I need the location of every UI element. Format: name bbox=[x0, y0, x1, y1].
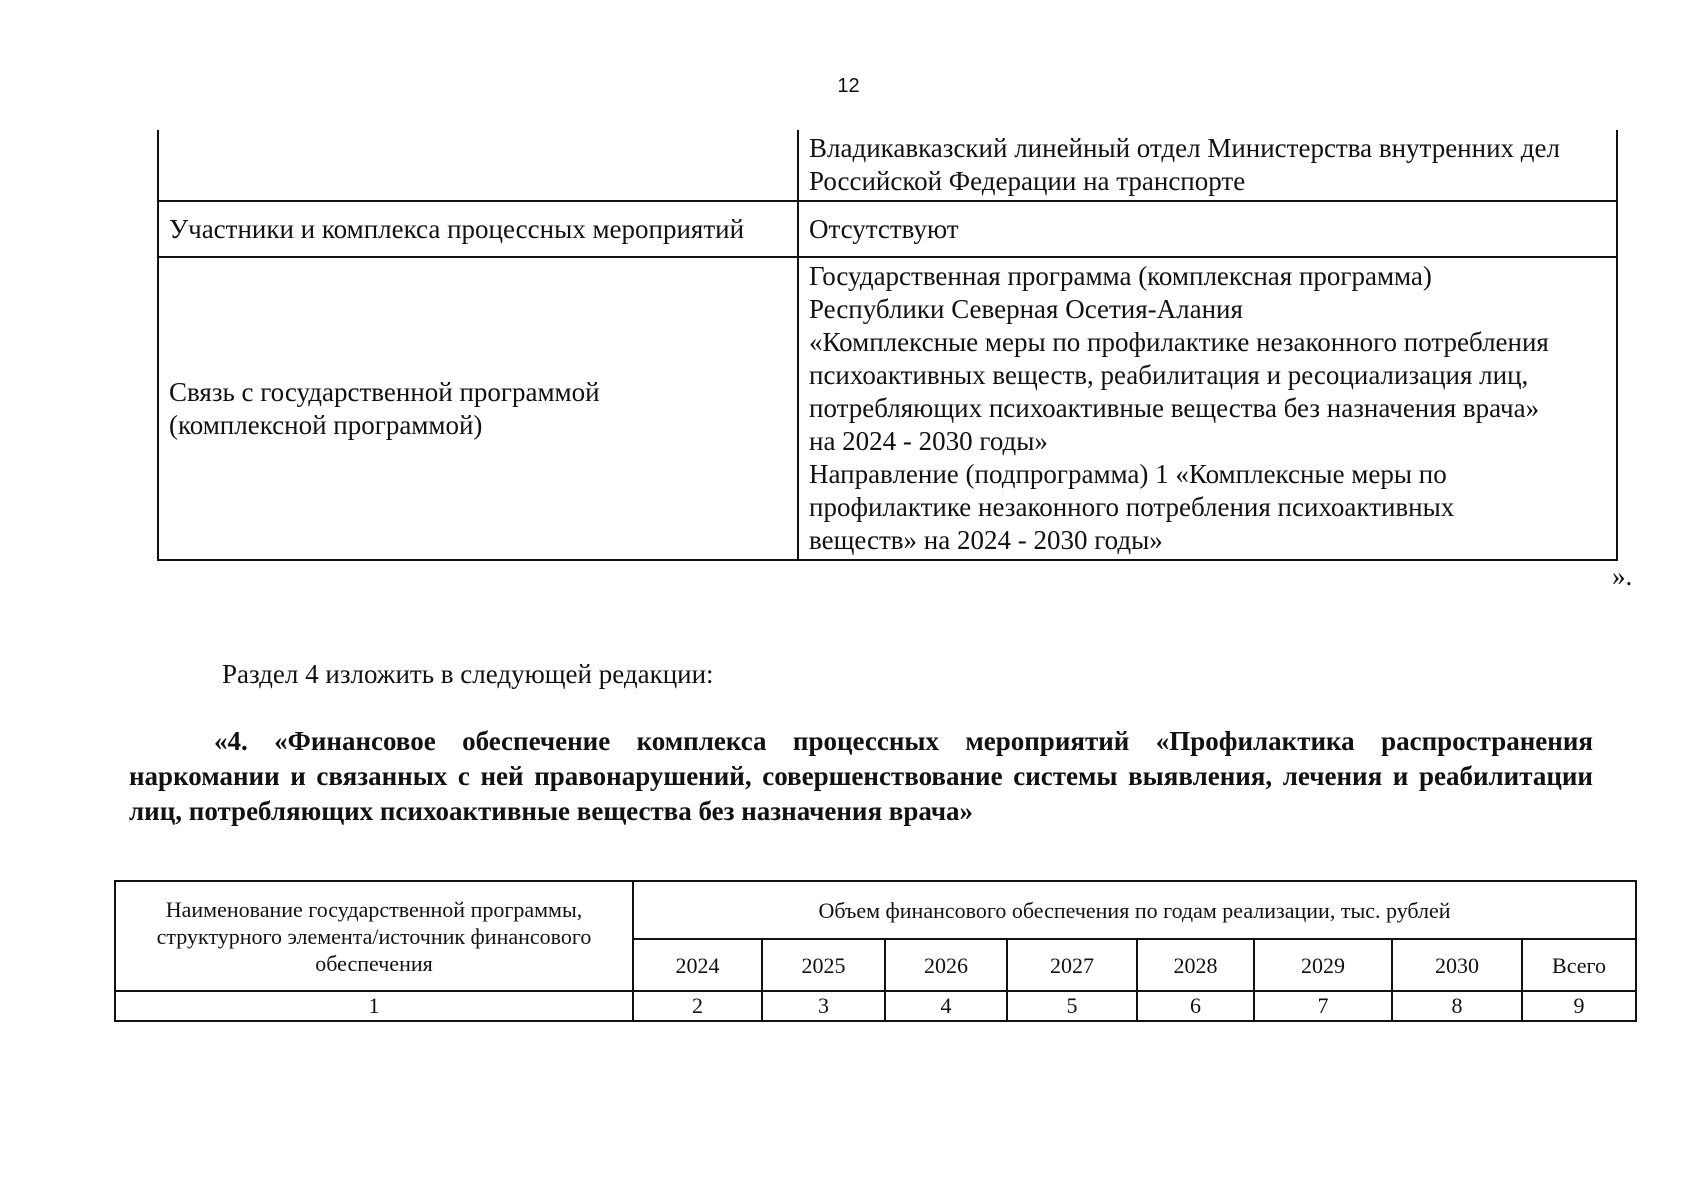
column-number: 5 bbox=[1007, 991, 1137, 1021]
column-number: 8 bbox=[1392, 991, 1522, 1021]
column-number: 6 bbox=[1137, 991, 1254, 1021]
value-line: Республики Северная Осетия-Алания bbox=[809, 294, 1243, 324]
value-line: Владикавказский линейный отдел Министерства внутренних дел bbox=[809, 133, 1560, 163]
year-header: 2024 bbox=[633, 939, 762, 991]
volume-column-header: Объем финансового обеспечения по годам реализации, тыс. рублей bbox=[633, 881, 1636, 939]
value-line: потребляющих психоактивные вещества без назначения врача» bbox=[809, 393, 1540, 423]
value-line: психоактивных веществ, реабилитация и ресоциализация лиц, bbox=[809, 360, 1529, 390]
column-number: 9 bbox=[1522, 991, 1636, 1021]
year-header: 2026 bbox=[885, 939, 1007, 991]
table-row bbox=[158, 130, 1617, 201]
finance-table bbox=[114, 880, 1637, 1022]
page-number: 12 bbox=[837, 75, 860, 97]
column-numbers-row bbox=[115, 991, 1636, 1021]
value-line: на 2024 - 2030 годы» bbox=[809, 426, 1048, 456]
year-header: 2030 bbox=[1392, 939, 1522, 991]
row-value bbox=[798, 130, 1617, 201]
column-number: 4 bbox=[885, 991, 1007, 1021]
year-header: 2029 bbox=[1254, 939, 1392, 991]
total-header: Всего bbox=[1522, 939, 1636, 991]
row-label: Участники и комплекса процессных мероприятий bbox=[158, 201, 798, 257]
value-line: Российской Федерации на транспорте bbox=[809, 166, 1246, 196]
year-header: 2027 bbox=[1007, 939, 1137, 991]
program-info-table bbox=[157, 130, 1618, 561]
value-line: веществ» на 2024 - 2030 годы» bbox=[809, 525, 1163, 555]
year-header: 2025 bbox=[762, 939, 885, 991]
value-line: «Комплексные меры по профилактике незаконного потребления bbox=[809, 327, 1549, 357]
table-row bbox=[158, 201, 1617, 257]
column-number: 2 bbox=[633, 991, 762, 1021]
row-label bbox=[158, 130, 798, 201]
label-line: Связь с государственной программой bbox=[169, 376, 600, 407]
label-line: (комплексной программой) bbox=[169, 409, 483, 440]
table-header-row bbox=[115, 881, 1636, 939]
name-column-header: Наименование государственной программы, структурного элемента/источник финансового обеспечения bbox=[115, 881, 633, 991]
closing-quote-mark: ». bbox=[1612, 561, 1633, 591]
row-value bbox=[798, 201, 1617, 257]
year-header: 2028 bbox=[1137, 939, 1254, 991]
row-label bbox=[158, 257, 798, 560]
value-line: Государственная программа (комплексная программа) bbox=[809, 261, 1432, 291]
value-line: профилактике незаконного потребления психоактивных bbox=[809, 492, 1455, 522]
value-line: Отсутствуют bbox=[809, 213, 959, 244]
instruction-text: Раздел 4 изложить в следующей редакции: bbox=[222, 659, 714, 689]
value-line: Направление (подпрограмма) 1 «Комплексные меры по bbox=[809, 459, 1447, 489]
column-number: 3 bbox=[762, 991, 885, 1021]
section-heading: «4. «Финансовое обеспечение комплекса процессных мероприятий «Профилактика распространения наркомании и связанных с ней правонарушений, совершенствование системы выявления, лечения и реабилитации лиц, потребляющих психоактивные вещества без назначения врача» bbox=[129, 726, 1593, 826]
column-number: 7 bbox=[1254, 991, 1392, 1021]
row-value bbox=[798, 257, 1617, 560]
column-number: 1 bbox=[115, 991, 633, 1021]
table-row bbox=[158, 257, 1617, 560]
